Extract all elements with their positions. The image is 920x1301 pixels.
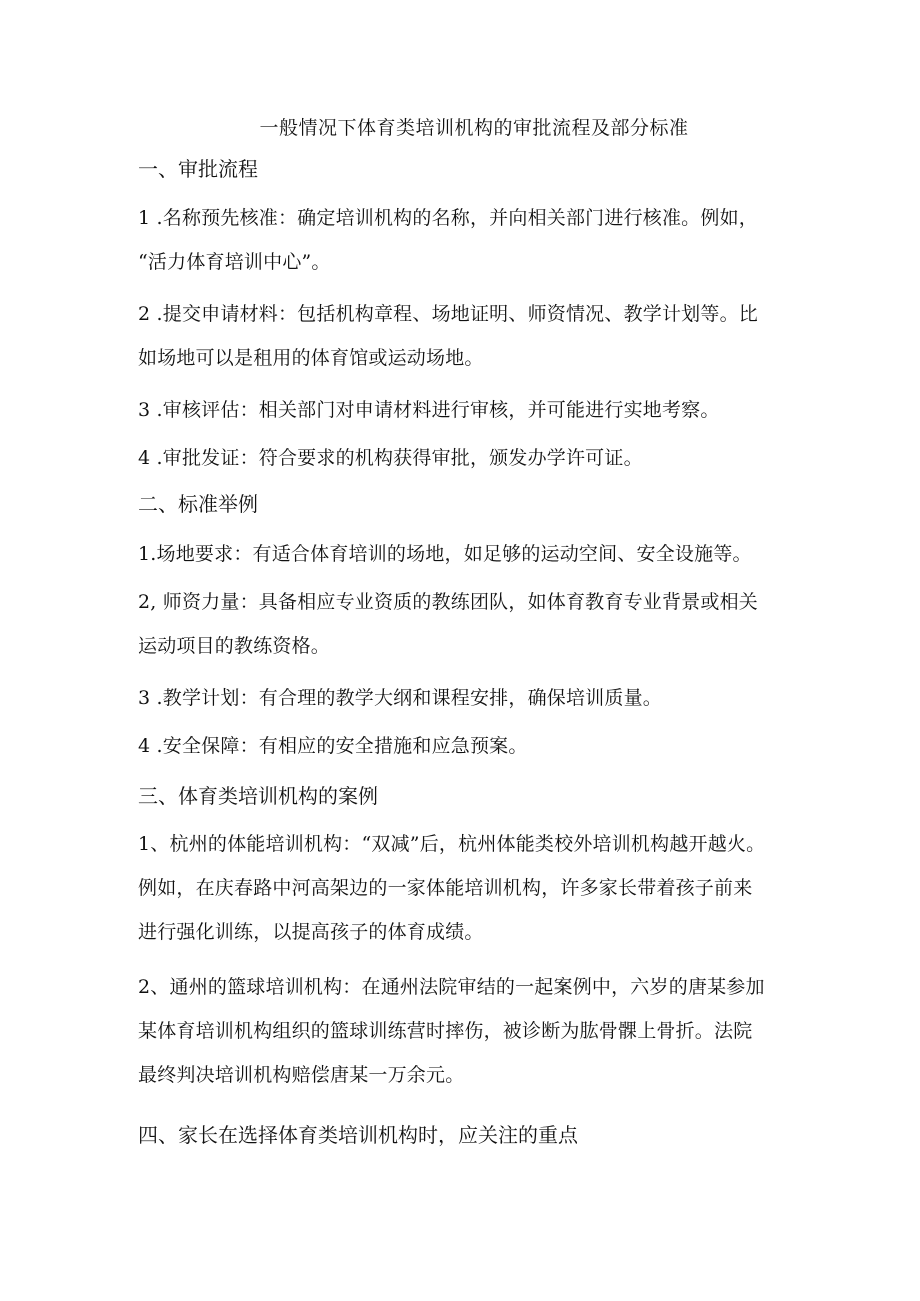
paragraph bbox=[138, 580, 798, 668]
paragraph-line: “活力体育培训中心”。 bbox=[138, 251, 331, 273]
paragraph-line: 2, 师资力量：具备相应专业资质的教练团队，如体育教育专业背景或相关 bbox=[138, 591, 758, 613]
paragraph-line: 2 .提交申请材料：包括机构章程、场地证明、师资情况、教学计划等。比 bbox=[138, 303, 758, 325]
paragraph-line: 3 .教学计划：有合理的教学大纲和课程安排，确保培训质量。 bbox=[138, 687, 662, 709]
paragraph-line: 最终判决培训机构赔偿唐某一万余元。 bbox=[138, 1064, 465, 1086]
section-heading-cases: 三、体育类培训机构的案例 bbox=[138, 784, 378, 808]
paragraph-line: 2、通州的篮球培训机构：在通州法院审结的一起案例中，六岁的唐某参加 bbox=[138, 976, 765, 998]
section-heading-approval-process: 一、审批流程 bbox=[138, 157, 258, 181]
paragraph-line: 4 .安全保障：有相应的安全措施和应急预案。 bbox=[138, 735, 528, 757]
paragraph-line: 1.场地要求：有适合体育培训的场地，如足够的运动空间、安全设施等。 bbox=[138, 543, 752, 565]
paragraph bbox=[138, 436, 798, 480]
paragraph bbox=[138, 724, 798, 768]
paragraph bbox=[138, 292, 798, 380]
section-heading-parent-focus: 四、家长在选择体育类培训机构时，应关注的重点 bbox=[138, 1123, 578, 1147]
paragraph-line: 某体育培训机构组织的篮球训练营时摔伤，被诊断为肱骨髁上骨折。法院 bbox=[138, 1020, 753, 1042]
paragraph-line: 进行强化训练，以提高孩子的体育成绩。 bbox=[138, 921, 484, 943]
document-title: 一般情况下体育类培训机构的审批流程及部分标准 bbox=[259, 117, 689, 139]
paragraph bbox=[138, 676, 798, 720]
paragraph-line: 3 .审核评估：相关部门对申请材料进行审核，并可能进行实地考察。 bbox=[138, 399, 720, 421]
paragraph bbox=[138, 532, 798, 576]
paragraph-line: 4 .审批发证：符合要求的机构获得审批，颁发办学许可证。 bbox=[138, 447, 643, 469]
paragraph-line: 1 .名称预先核准：确定培训机构的名称，并向相关部门进行核准。例如， bbox=[138, 207, 758, 229]
paragraph bbox=[138, 965, 798, 1097]
paragraph-line: 运动项目的教练资格。 bbox=[138, 635, 331, 657]
paragraph bbox=[138, 822, 798, 954]
paragraph bbox=[138, 388, 798, 432]
section-heading-standards: 二、标准举例 bbox=[138, 492, 258, 516]
paragraph-line: 如场地可以是租用的体育馆或运动场地。 bbox=[138, 347, 484, 369]
paragraph-line: 例如，在庆春路中河高架边的一家体能培训机构，许多家长带着孩子前来 bbox=[138, 877, 753, 899]
paragraph bbox=[138, 196, 798, 284]
paragraph-line: 1、杭州的体能培训机构：“双减”后，杭州体能类校外培训机构越开越火。 bbox=[138, 833, 766, 855]
